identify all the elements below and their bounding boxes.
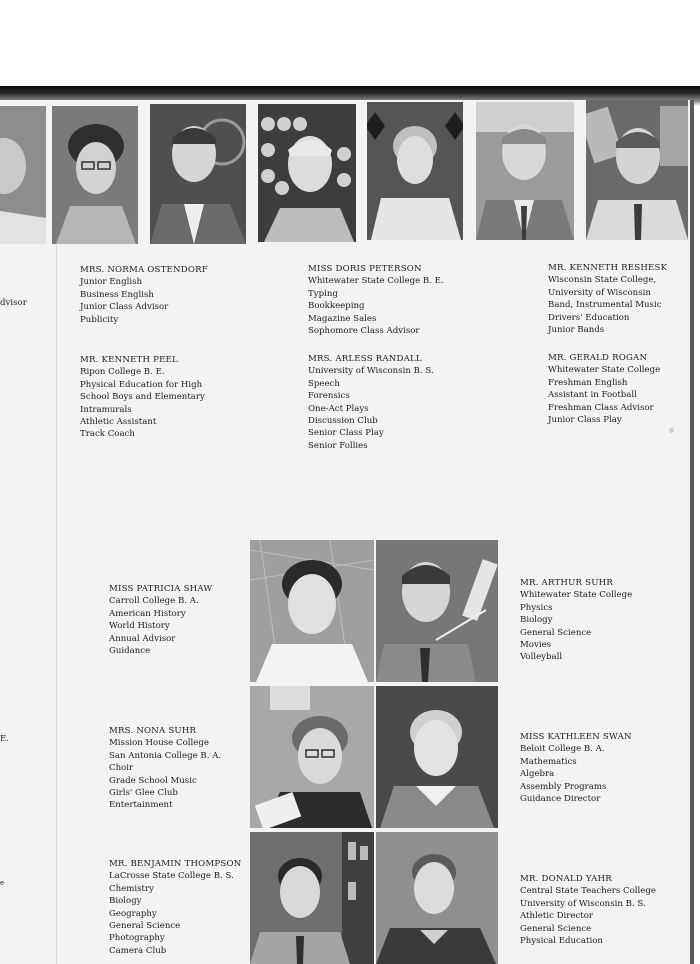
teacher-name: MR. KENNETH PEEL [80,355,178,365]
teacher-name: MR. BENJAMIN THOMPSON [109,859,242,869]
teacher-name: MRS. ARLESS RANDALL [308,354,422,364]
bio-donald-yahr [520,873,656,947]
bio-line: Physics [520,602,553,613]
bio-kenneth-peel [80,354,205,441]
bio-patricia-shaw [109,583,212,657]
teacher-name: MRS. NORMA OSTENDORF [80,265,208,275]
portrait-cropped-left [0,106,46,244]
bio-line: General Science [109,921,181,932]
bio-doris-peterson [308,263,444,337]
bio-line: Biology [109,896,142,907]
bio-line: Junior Bands [548,325,605,336]
bio-line: Bookkeeping [308,301,365,312]
bio-line: Guidance [109,646,151,657]
bio-line: Junior Class Play [548,415,622,426]
bio-line: Carroll College B. A. [109,596,199,607]
bio-line: Mathematics [520,756,577,767]
bio-line: Physical Education for High [80,379,203,390]
teacher-name: MR. KENNETH RESHESK [548,263,668,273]
bio-line: Assembly Programs [520,781,607,792]
bio-line: Mission House College [109,738,209,749]
bio-line: San Antonia College B. A. [109,750,222,761]
bio-line: Camera Club [109,945,167,956]
bio-line: Senior Follies [308,440,368,451]
bio-line: School Boys and Elementary [80,392,205,403]
bio-line: Annual Advisor [109,633,176,644]
bio-line: Wisconsin State College, [548,275,657,286]
bio-kenneth-reshesk [548,262,667,336]
bio-line: Ripon College B. E. [80,367,165,378]
bio-kathleen-swan [520,731,632,805]
bio-gerald-rogan [548,352,660,426]
bio-line: Assistant in Football [548,390,637,401]
edge-fragment: e [0,879,5,887]
bio-line: Freshman English [548,377,628,388]
bio-line: World History [109,621,170,632]
bio-line: Algebra [520,769,555,780]
bio-line: University of Wisconsin B. S. [308,366,434,377]
teacher-name: MR. DONALD YAHR [520,874,612,884]
bio-line: Sophomore Class Advisor [308,326,420,337]
bio-line: One-Act Plays [308,403,369,414]
bio-line: Junior English [80,277,143,288]
portrait-nona-suhr [250,686,374,828]
bio-line: Discussion Club [308,416,378,427]
bio-line: Grade School Music [109,775,197,786]
bio-line: Athletic Assistant [80,417,157,428]
bio-line: Biology [520,615,553,626]
bio-line: University of Wisconsin B. S. [520,898,646,909]
teacher-name: MR. ARTHUR SUHR [520,578,614,588]
bio-line: Drivers' Education [548,312,630,323]
bio-line: Geography [109,908,157,919]
bio-line: Whitewater State College [520,590,633,601]
bio-line: Band, Instrumental Music [548,300,662,311]
bio-line: Track Coach [80,429,135,440]
bio-line: Whitewater State College [548,365,661,376]
bio-line: Photography [109,933,165,944]
bio-line: University of Wisconsin [548,287,651,298]
paper-speck [669,428,674,433]
bio-line: Forensics [308,391,350,402]
bio-line: Magazine Sales [308,313,377,324]
page-fold [56,240,57,964]
bio-line: Guidance Director [520,794,601,805]
bio-arthur-suhr [520,577,632,664]
portrait-benjamin-thompson [250,832,374,964]
teacher-name: MISS DORIS PETERSON [308,264,422,274]
bio-benjamin-thompson [109,858,241,957]
bio-arless-randall [308,353,434,452]
teacher-name: MISS KATHLEEN SWAN [520,732,632,742]
portrait-kenneth-peel [150,104,246,244]
bio-line: Junior Class Advisor [80,302,169,313]
bio-line: Freshman Class Advisor [548,402,654,413]
bio-line: Entertainment [109,800,173,811]
bio-line: Whitewater State College B. E. [308,276,444,287]
bio-line: Choir [109,763,134,774]
bio-line: Speech [308,378,340,389]
portrait-norma-ostendorf [52,106,138,244]
bio-line: Central State Teachers College [520,886,656,897]
edge-fragment: dvisor [0,298,27,308]
portrait-donald-yahr [376,832,498,964]
bio-line: Volleyball [520,652,563,663]
bio-line: Beloit College B. A. [520,744,605,755]
bio-line: General Science [520,923,592,934]
bio-line: Physical Education [520,936,603,947]
portrait-gerald-rogan [586,100,688,240]
bio-line: Chemistry [109,883,154,894]
bio-line: Senior Class Play [308,428,384,439]
teacher-name: MRS. NONA SUHR [109,726,197,736]
bio-line: Typing [308,288,338,299]
bio-line: Intramurals [80,404,132,415]
bio-line: Girls' Glee Club [109,788,178,799]
bio-norma-ostendorf [80,264,208,326]
portrait-doris-peterson [258,104,356,242]
teacher-name: MISS PATRICIA SHAW [109,584,213,594]
portrait-kathleen-swan [376,686,498,828]
bio-nona-suhr [109,725,221,812]
portrait-arthur-suhr [376,540,498,682]
bio-line: Publicity [80,314,119,325]
portrait-kenneth-reshesk [476,102,574,240]
bio-line: General Science [520,627,592,638]
bio-line: Business English [80,289,154,300]
bio-line: Athletic Director [520,911,594,922]
portrait-patricia-shaw [250,540,374,682]
edge-fragment: E. [0,734,10,744]
bio-line: Movies [520,640,552,651]
bio-line: LaCrosse State College B. S. [109,871,234,882]
portrait-arless-randall [367,102,463,240]
teacher-name: MR. GERALD ROGAN [548,353,648,363]
bio-line: American History [109,608,186,619]
